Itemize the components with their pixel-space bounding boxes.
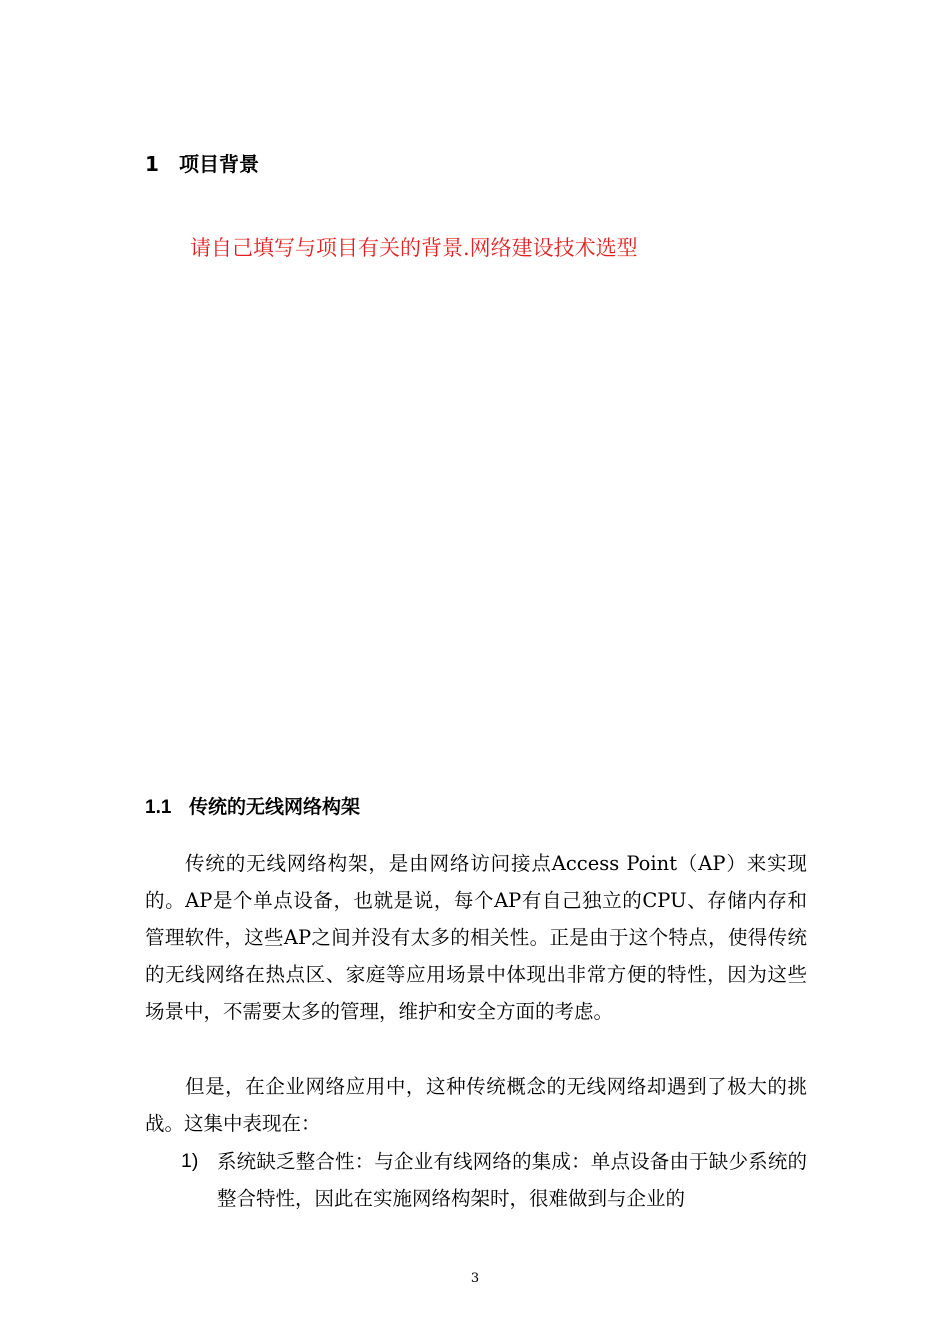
subsection-heading [145, 794, 360, 822]
section-number: 1 [145, 152, 159, 176]
list-item-text: 系统缺乏整合性：与企业有线网络的集成：单点设备由于缺少系统的整合特性，因此在实施网络构架时，很难做到与企业的 [217, 1150, 807, 1210]
list-marker: 1) [181, 1150, 199, 1172]
section-title: 项目背景 [179, 152, 259, 176]
subsection-title: 传统的无线网络构架 [189, 797, 361, 818]
list-item [145, 1143, 807, 1217]
body-paragraph: 传统的无线网络构架，是由网络访问接点Access Point（AP）来实现的。AP是个单点设备，也就是说，每个AP有自己独立的CPU、存储内存和管理软件，这些AP之间并没有太多的相关性。正是由于这个特点，使得传统的无线网络在热点区、家庭等应用场景中体现出非常方便的特性，因为这些场景中，不需要太多的管理，维护和安全方面的考虑。 [145, 852, 807, 1023]
page-number: 3 [470, 1271, 480, 1286]
placeholder-note: 请自己填写与项目有关的背景.网络建设技术选型 [190, 236, 638, 260]
subsection-number: 1.1 [145, 797, 172, 818]
section-heading [145, 150, 259, 178]
body-paragraph: 但是，在企业网络应用中，这种传统概念的无线网络却遇到了极大的挑战。这集中表现在： [145, 1075, 807, 1135]
